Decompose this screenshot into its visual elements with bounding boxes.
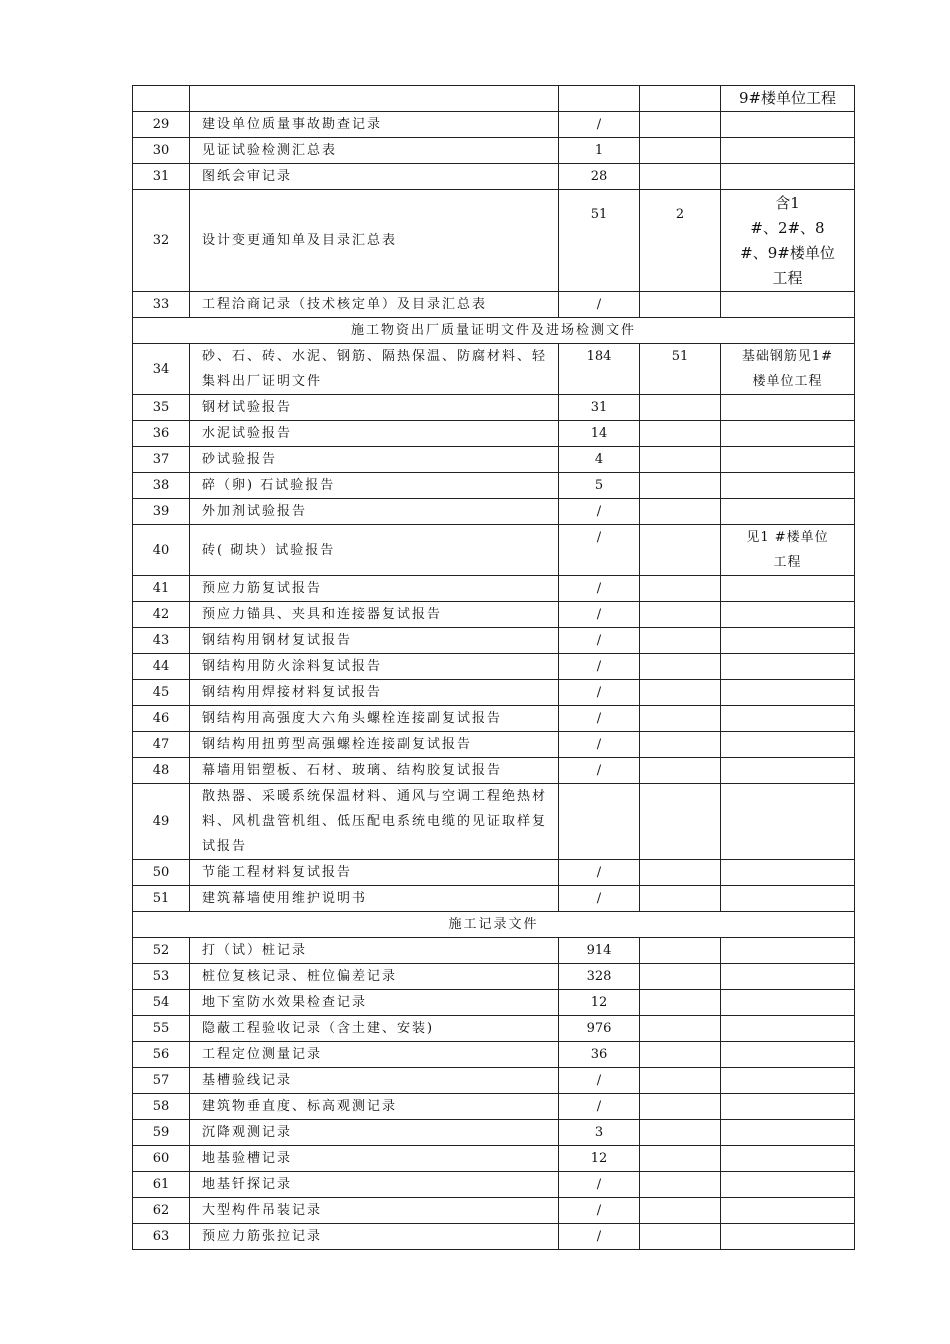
copies-cell: 28 bbox=[559, 164, 640, 190]
item-name: 钢结构用高强度大六角头螺栓连接副复试报告 bbox=[190, 706, 559, 732]
pages-cell bbox=[640, 1146, 721, 1172]
item-name: 打（试）桩记录 bbox=[190, 938, 559, 964]
remarks-cell bbox=[721, 964, 855, 990]
table-row bbox=[133, 706, 855, 732]
copies-cell: 914 bbox=[559, 938, 640, 964]
pages-cell bbox=[640, 784, 721, 860]
remarks-cell bbox=[721, 112, 855, 138]
remarks-cell bbox=[721, 1094, 855, 1120]
table-row bbox=[133, 1224, 855, 1250]
item-name: 散热器、采暖系统保温材料、通风与空调工程绝热材料、风机盘管机组、低压配电系统电缆的见证取样复试报告 bbox=[190, 784, 559, 860]
copies-cell: 3 bbox=[559, 1120, 640, 1146]
row-number: 49 bbox=[133, 784, 190, 860]
table-row bbox=[133, 990, 855, 1016]
pages-cell bbox=[640, 576, 721, 602]
item-name: 外加剂试验报告 bbox=[190, 499, 559, 525]
table-row bbox=[133, 1068, 855, 1094]
row-number: 31 bbox=[133, 164, 190, 190]
remarks-cell bbox=[721, 395, 855, 421]
item-name: 桩位复核记录、桩位偏差记录 bbox=[190, 964, 559, 990]
row-number: 52 bbox=[133, 938, 190, 964]
copies-cell: 12 bbox=[559, 990, 640, 1016]
copies-cell: / bbox=[559, 732, 640, 758]
item-name: 见证试验检测汇总表 bbox=[190, 138, 559, 164]
row-number: 60 bbox=[133, 1146, 190, 1172]
pages-cell bbox=[640, 112, 721, 138]
item-name: 砂试验报告 bbox=[190, 447, 559, 473]
pages-cell bbox=[640, 964, 721, 990]
copies-cell: / bbox=[559, 1198, 640, 1224]
remarks-cell: 见1 #楼单位 工程 bbox=[721, 525, 855, 576]
table-row bbox=[133, 112, 855, 138]
item-name: 砂、石、砖、水泥、钢筋、隔热保温、防腐材料、轻集料出厂证明文件 bbox=[190, 344, 559, 395]
table-row bbox=[133, 938, 855, 964]
pages-cell bbox=[640, 758, 721, 784]
pages-cell bbox=[640, 421, 721, 447]
table-row bbox=[133, 138, 855, 164]
copies-cell: 4 bbox=[559, 447, 640, 473]
row-number: 41 bbox=[133, 576, 190, 602]
item-name: 大型构件吊装记录 bbox=[190, 1198, 559, 1224]
section-row bbox=[133, 318, 855, 344]
remarks-cell bbox=[721, 1224, 855, 1250]
row-number: 39 bbox=[133, 499, 190, 525]
remarks-cell bbox=[721, 499, 855, 525]
row-number: 46 bbox=[133, 706, 190, 732]
copies-cell: 51 bbox=[559, 190, 640, 292]
table-row bbox=[133, 886, 855, 912]
item-name: 钢结构用扭剪型高强螺栓连接副复试报告 bbox=[190, 732, 559, 758]
pages-cell bbox=[640, 1198, 721, 1224]
row-number: 57 bbox=[133, 1068, 190, 1094]
row-number: 47 bbox=[133, 732, 190, 758]
item-name: 地基验槽记录 bbox=[190, 1146, 559, 1172]
pages-cell bbox=[640, 164, 721, 190]
row-number bbox=[133, 86, 190, 112]
table-row bbox=[133, 1042, 855, 1068]
copies-cell: / bbox=[559, 654, 640, 680]
copies-cell: / bbox=[559, 292, 640, 318]
item-name: 钢结构用钢材复试报告 bbox=[190, 628, 559, 654]
item-name: 钢结构用焊接材料复试报告 bbox=[190, 680, 559, 706]
archive-list-table bbox=[132, 85, 855, 1250]
item-name: 建筑幕墙使用维护说明书 bbox=[190, 886, 559, 912]
copies-cell: / bbox=[559, 1224, 640, 1250]
pages-cell bbox=[640, 447, 721, 473]
copies-cell bbox=[559, 86, 640, 112]
remarks-cell bbox=[721, 886, 855, 912]
copies-cell: 31 bbox=[559, 395, 640, 421]
pages-cell bbox=[640, 138, 721, 164]
remarks-cell: 9#楼单位工程 bbox=[721, 86, 855, 112]
copies-cell: 184 bbox=[559, 344, 640, 395]
item-name: 设计变更通知单及目录汇总表 bbox=[190, 190, 559, 292]
remarks-cell bbox=[721, 628, 855, 654]
table-row bbox=[133, 628, 855, 654]
remarks-cell bbox=[721, 732, 855, 758]
table-row bbox=[133, 473, 855, 499]
copies-cell: 36 bbox=[559, 1042, 640, 1068]
row-number: 63 bbox=[133, 1224, 190, 1250]
item-name: 预应力锚具、夹具和连接器复试报告 bbox=[190, 602, 559, 628]
remarks-cell bbox=[721, 860, 855, 886]
pages-cell bbox=[640, 706, 721, 732]
copies-cell: / bbox=[559, 1172, 640, 1198]
remarks-cell bbox=[721, 1120, 855, 1146]
row-number: 62 bbox=[133, 1198, 190, 1224]
copies-cell: 12 bbox=[559, 1146, 640, 1172]
item-name: 水泥试验报告 bbox=[190, 421, 559, 447]
table-row bbox=[133, 292, 855, 318]
row-number: 58 bbox=[133, 1094, 190, 1120]
table-row bbox=[133, 1146, 855, 1172]
remarks-cell bbox=[721, 576, 855, 602]
pages-cell bbox=[640, 602, 721, 628]
pages-cell bbox=[640, 1016, 721, 1042]
table-row bbox=[133, 395, 855, 421]
remarks-cell bbox=[721, 447, 855, 473]
pages-cell bbox=[640, 395, 721, 421]
copies-cell: 328 bbox=[559, 964, 640, 990]
table-row bbox=[133, 576, 855, 602]
row-number: 61 bbox=[133, 1172, 190, 1198]
table-row bbox=[133, 964, 855, 990]
table-row bbox=[133, 1094, 855, 1120]
remarks-cell bbox=[721, 706, 855, 732]
copies-cell bbox=[559, 784, 640, 860]
copies-cell: 976 bbox=[559, 1016, 640, 1042]
pages-cell bbox=[640, 499, 721, 525]
table-row bbox=[133, 602, 855, 628]
row-number: 36 bbox=[133, 421, 190, 447]
remarks-cell bbox=[721, 602, 855, 628]
row-number: 40 bbox=[133, 525, 190, 576]
item-name: 隐蔽工程验收记录（含土建、安装) bbox=[190, 1016, 559, 1042]
copies-cell: / bbox=[559, 525, 640, 576]
section-heading: 施工记录文件 bbox=[133, 912, 855, 938]
table-row bbox=[133, 1016, 855, 1042]
row-number: 44 bbox=[133, 654, 190, 680]
remarks-cell bbox=[721, 1016, 855, 1042]
copies-cell: / bbox=[559, 680, 640, 706]
table-row bbox=[133, 758, 855, 784]
pages-cell: 2 bbox=[640, 190, 721, 292]
table-row bbox=[133, 344, 855, 395]
row-number: 30 bbox=[133, 138, 190, 164]
remarks-cell bbox=[721, 421, 855, 447]
remarks-cell bbox=[721, 473, 855, 499]
remarks-cell bbox=[721, 164, 855, 190]
row-number: 32 bbox=[133, 190, 190, 292]
copies-cell: / bbox=[559, 628, 640, 654]
pages-cell bbox=[640, 886, 721, 912]
item-name: 砖( 砌块）试验报告 bbox=[190, 525, 559, 576]
row-number: 34 bbox=[133, 344, 190, 395]
remarks-cell bbox=[721, 680, 855, 706]
pages-cell bbox=[640, 1094, 721, 1120]
pages-cell bbox=[640, 680, 721, 706]
copies-cell: / bbox=[559, 499, 640, 525]
row-number: 43 bbox=[133, 628, 190, 654]
item-name: 建筑物垂直度、标高观测记录 bbox=[190, 1094, 559, 1120]
item-name: 节能工程材料复试报告 bbox=[190, 860, 559, 886]
copies-cell: / bbox=[559, 758, 640, 784]
pages-cell: 51 bbox=[640, 344, 721, 395]
row-number: 29 bbox=[133, 112, 190, 138]
row-number: 38 bbox=[133, 473, 190, 499]
remarks-cell bbox=[721, 938, 855, 964]
item-name: 建设单位质量事故勘查记录 bbox=[190, 112, 559, 138]
table-row bbox=[133, 654, 855, 680]
row-number: 45 bbox=[133, 680, 190, 706]
pages-cell bbox=[640, 525, 721, 576]
item-name: 基槽验线记录 bbox=[190, 1068, 559, 1094]
table-body bbox=[133, 86, 855, 1250]
table-row bbox=[133, 1120, 855, 1146]
row-number: 33 bbox=[133, 292, 190, 318]
row-number: 54 bbox=[133, 990, 190, 1016]
remarks-cell bbox=[721, 1042, 855, 1068]
row-number: 51 bbox=[133, 886, 190, 912]
copies-cell: / bbox=[559, 886, 640, 912]
table-row bbox=[133, 447, 855, 473]
section-row bbox=[133, 912, 855, 938]
remarks-cell bbox=[721, 138, 855, 164]
item-name: 预应力筋复试报告 bbox=[190, 576, 559, 602]
row-number: 37 bbox=[133, 447, 190, 473]
table-row bbox=[133, 732, 855, 758]
item-name: 幕墙用铝塑板、石材、玻璃、结构胶复试报告 bbox=[190, 758, 559, 784]
table-row bbox=[133, 1172, 855, 1198]
remarks-cell bbox=[721, 292, 855, 318]
table-row bbox=[133, 190, 855, 292]
pages-cell bbox=[640, 1068, 721, 1094]
item-name: 地下室防水效果检查记录 bbox=[190, 990, 559, 1016]
item-name: 钢材试验报告 bbox=[190, 395, 559, 421]
row-number: 50 bbox=[133, 860, 190, 886]
item-name: 地基钎探记录 bbox=[190, 1172, 559, 1198]
item-name: 工程洽商记录（技术核定单）及目录汇总表 bbox=[190, 292, 559, 318]
item-name: 碎（卵) 石试验报告 bbox=[190, 473, 559, 499]
pages-cell bbox=[640, 1120, 721, 1146]
pages-cell bbox=[640, 654, 721, 680]
remarks-cell: 含1 #、2#、8 #、9#楼单位 工程 bbox=[721, 190, 855, 292]
copies-cell: / bbox=[559, 706, 640, 732]
row-number: 55 bbox=[133, 1016, 190, 1042]
remarks-cell bbox=[721, 758, 855, 784]
item-name: 图纸会审记录 bbox=[190, 164, 559, 190]
table-row bbox=[133, 421, 855, 447]
table-row bbox=[133, 525, 855, 576]
row-number: 42 bbox=[133, 602, 190, 628]
row-number: 53 bbox=[133, 964, 190, 990]
pages-cell bbox=[640, 628, 721, 654]
remarks-cell bbox=[721, 1172, 855, 1198]
table-row bbox=[133, 164, 855, 190]
row-number: 35 bbox=[133, 395, 190, 421]
row-number: 56 bbox=[133, 1042, 190, 1068]
copies-cell: / bbox=[559, 860, 640, 886]
pages-cell bbox=[640, 473, 721, 499]
remarks-cell bbox=[721, 1068, 855, 1094]
table-row bbox=[133, 499, 855, 525]
table-row bbox=[133, 860, 855, 886]
table-row bbox=[133, 86, 855, 112]
pages-cell bbox=[640, 938, 721, 964]
remarks-cell bbox=[721, 784, 855, 860]
remarks-cell bbox=[721, 654, 855, 680]
pages-cell bbox=[640, 1172, 721, 1198]
pages-cell bbox=[640, 1224, 721, 1250]
copies-cell: 5 bbox=[559, 473, 640, 499]
table-row bbox=[133, 1198, 855, 1224]
item-name: 预应力筋张拉记录 bbox=[190, 1224, 559, 1250]
remarks-cell bbox=[721, 990, 855, 1016]
row-number: 59 bbox=[133, 1120, 190, 1146]
item-name: 钢结构用防火涂料复试报告 bbox=[190, 654, 559, 680]
remarks-cell bbox=[721, 1198, 855, 1224]
copies-cell: / bbox=[559, 112, 640, 138]
copies-cell: 1 bbox=[559, 138, 640, 164]
item-name: 沉降观测记录 bbox=[190, 1120, 559, 1146]
section-heading: 施工物资出厂质量证明文件及进场检测文件 bbox=[133, 318, 855, 344]
table-row bbox=[133, 680, 855, 706]
pages-cell bbox=[640, 292, 721, 318]
table-row bbox=[133, 784, 855, 860]
copies-cell: / bbox=[559, 576, 640, 602]
row-number: 48 bbox=[133, 758, 190, 784]
pages-cell bbox=[640, 86, 721, 112]
copies-cell: / bbox=[559, 1094, 640, 1120]
item-name bbox=[190, 86, 559, 112]
pages-cell bbox=[640, 990, 721, 1016]
copies-cell: / bbox=[559, 1068, 640, 1094]
item-name: 工程定位测量记录 bbox=[190, 1042, 559, 1068]
copies-cell: 14 bbox=[559, 421, 640, 447]
pages-cell bbox=[640, 1042, 721, 1068]
pages-cell bbox=[640, 860, 721, 886]
remarks-cell: 基础钢筋见1# 楼单位工程 bbox=[721, 344, 855, 395]
pages-cell bbox=[640, 732, 721, 758]
remarks-cell bbox=[721, 1146, 855, 1172]
copies-cell: / bbox=[559, 602, 640, 628]
